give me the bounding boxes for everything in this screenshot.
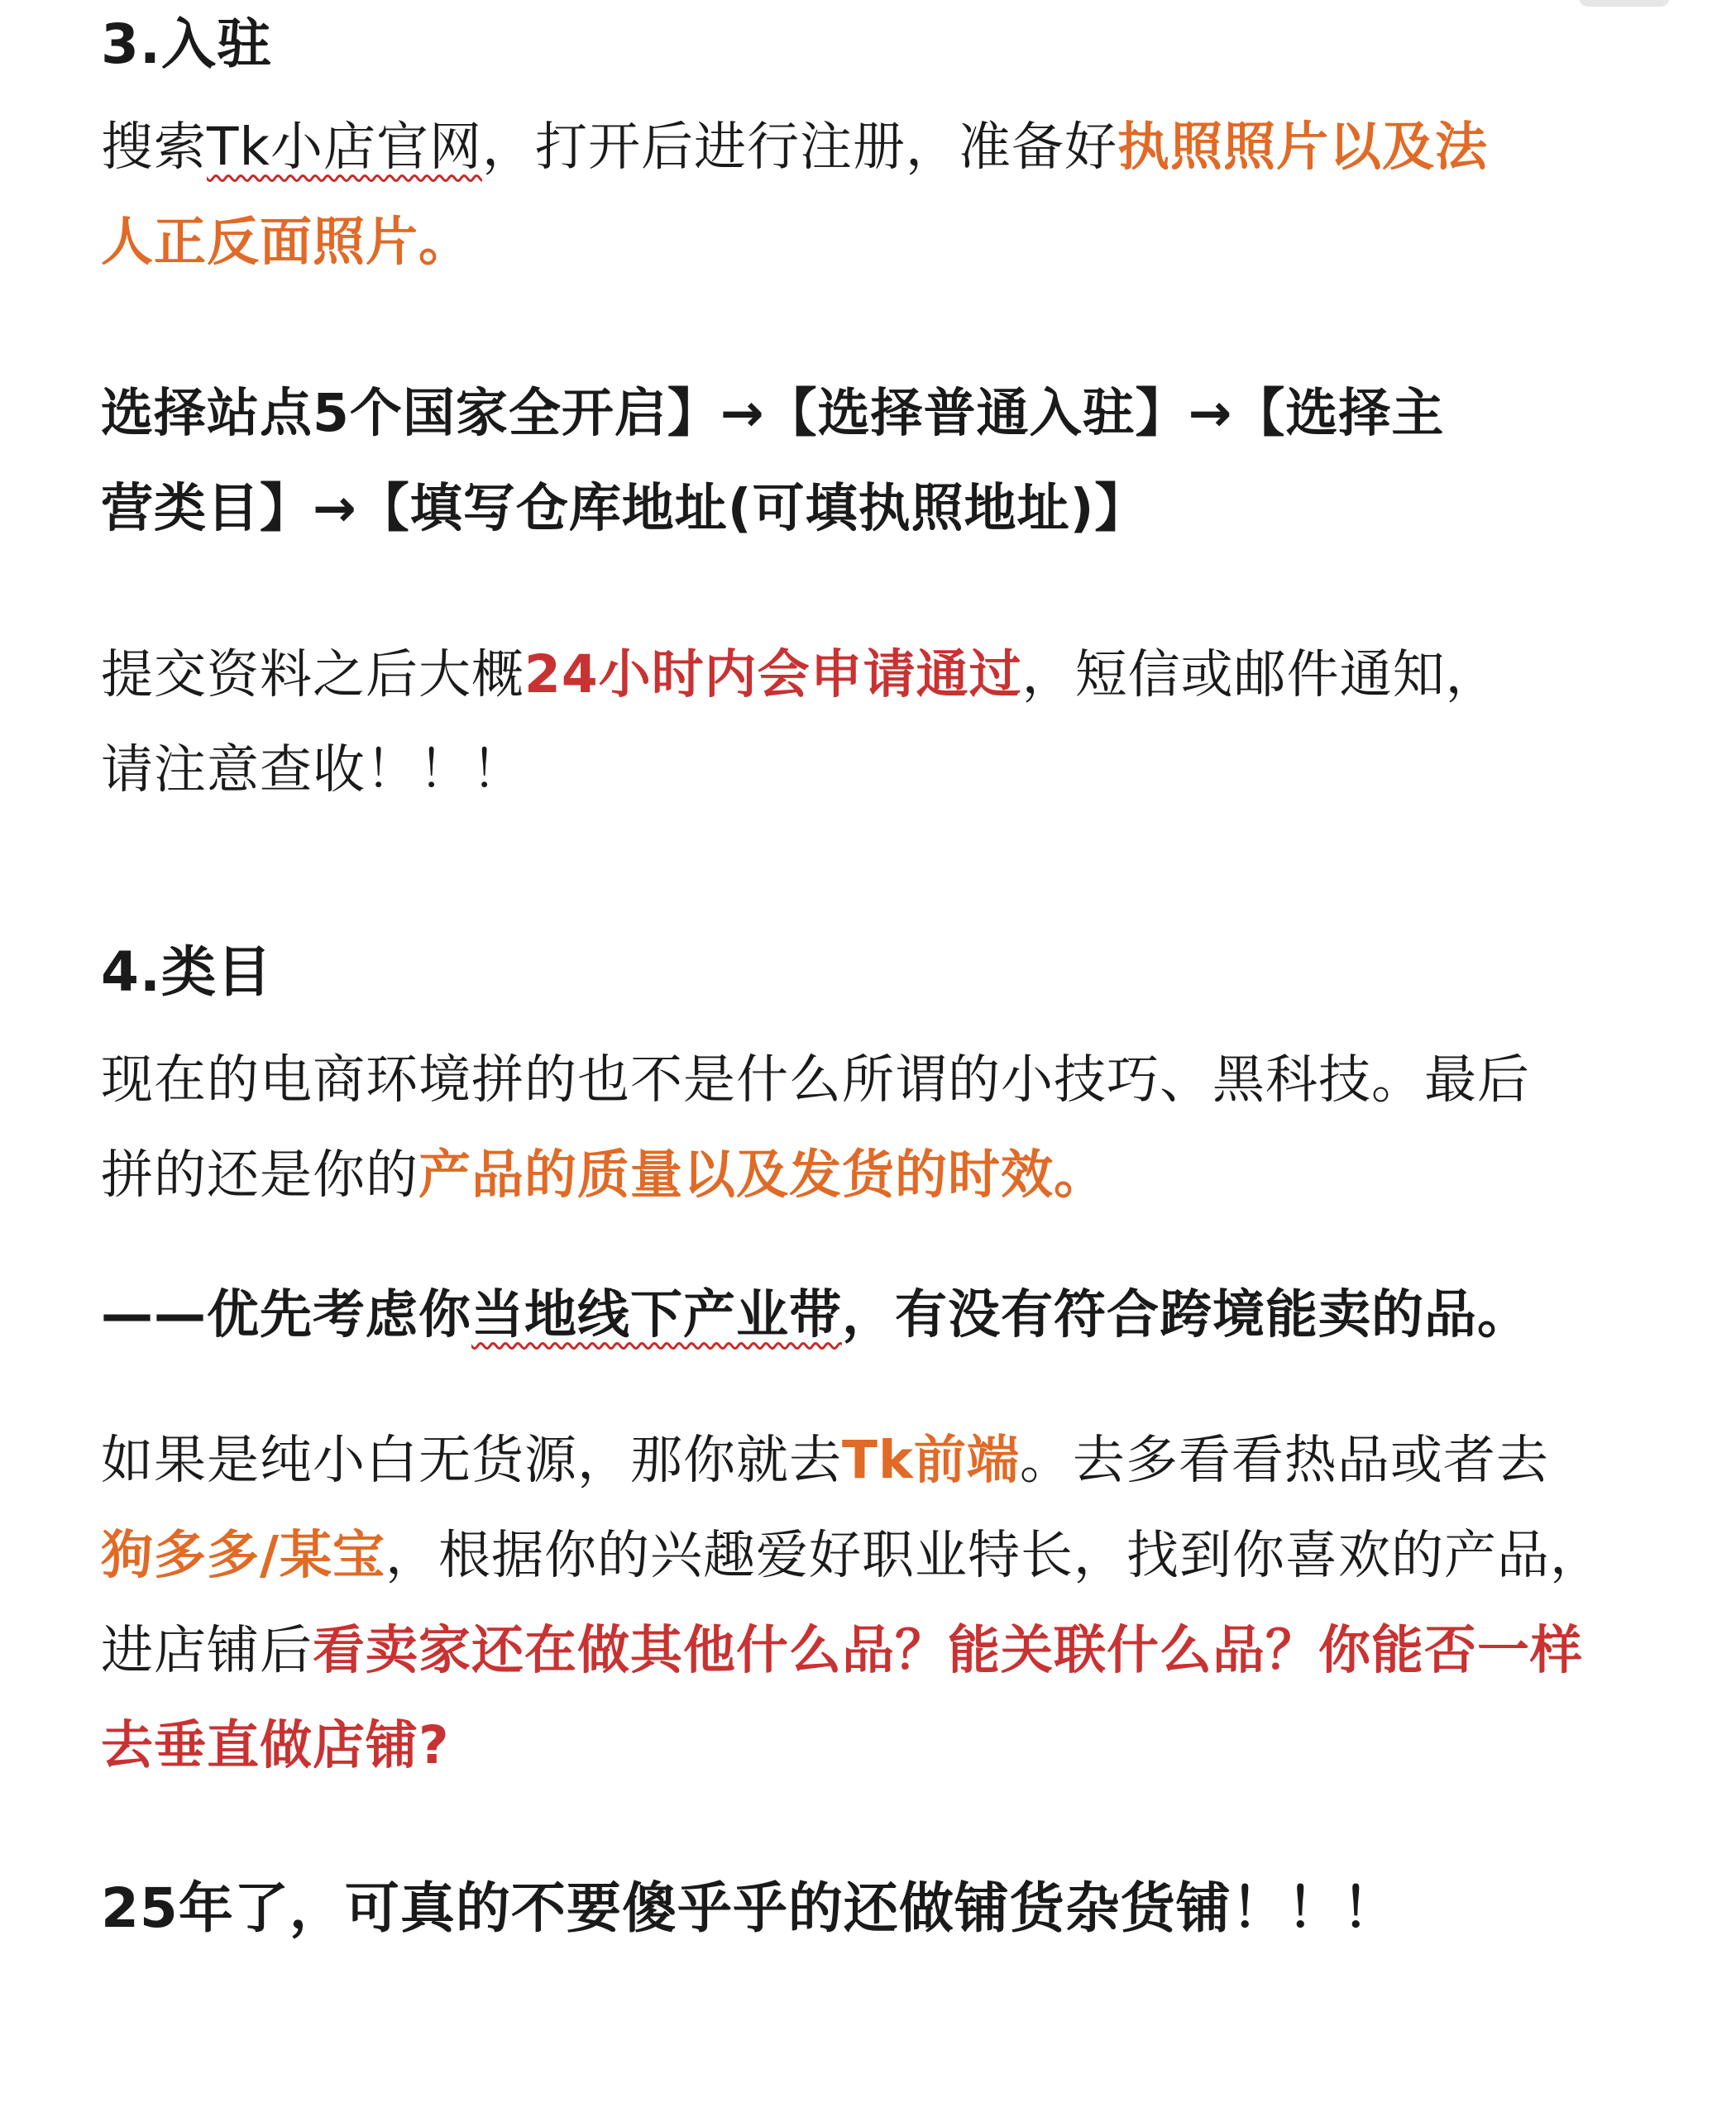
highlight-text: 去垂直做店铺?	[101, 1715, 450, 1775]
text: ，打开后进行注册，准备好	[481, 117, 1117, 177]
tk-store-site-link[interactable]: Tk小店官网	[207, 117, 482, 177]
highlight-text: 狗多多/某宝	[101, 1525, 386, 1585]
section-3-paragraph-3-line-1	[101, 642, 1499, 708]
text: 进店铺后	[101, 1620, 313, 1680]
closing-statement: 25年了，可真的不要傻乎乎的还做铺货杂货铺！！！	[101, 1876, 1398, 1940]
scroll-indicator	[1579, 0, 1670, 7]
text: 拼的还是你的	[101, 1145, 418, 1205]
section-4-paragraph-3-line-1	[101, 1427, 1549, 1493]
section-4-paragraph-3-line-3	[101, 1618, 1583, 1684]
section-3-paragraph-3-line-2: 请注意查收！！！	[101, 739, 524, 800]
section-4-title: 4.类目	[101, 940, 272, 1004]
text: ——优先考虑你	[101, 1284, 471, 1345]
highlight-text: 看卖家还在做其他什么品？能关联什么品？你能否一样	[313, 1620, 1583, 1680]
section-4-paragraph-2	[101, 1282, 1530, 1348]
section-3-paragraph-1-line-1	[101, 114, 1488, 180]
section-3-title: 3.入驻	[101, 12, 272, 76]
section-3-steps-line-2: 营类目】→【填写仓库地址(可填执照地址)】	[101, 478, 1148, 538]
section-3-paragraph-1-line-2	[101, 209, 471, 275]
text: ，有没有符合跨境能卖的品。	[842, 1284, 1530, 1345]
highlight-text: 人正反面照片	[101, 212, 418, 272]
highlight-text: Tk前端	[842, 1430, 1020, 1490]
highlight-text: 产品的质量以及发货的时效	[418, 1145, 1054, 1205]
text: ，根据你的兴趣爱好职业特长，找到你喜欢的产品，	[385, 1525, 1604, 1585]
highlight-text: 24小时内会申请通过	[524, 644, 1022, 705]
text: 提交资料之后大概	[101, 644, 524, 705]
section-3-steps-line-1: 选择站点5个国家全开启】→【选择普通入驻】→【选择主	[101, 383, 1445, 443]
section-4-paragraph-1-line-1: 现在的电商环境拼的也不是什么所谓的小技巧、黑科技。最后	[101, 1049, 1530, 1110]
text: 如果是纯小白无货源，那你就去	[101, 1430, 842, 1490]
text: 搜索	[101, 117, 207, 177]
section-4-paragraph-1-line-2	[101, 1142, 1107, 1208]
section-4-paragraph-3-line-2	[101, 1522, 1603, 1589]
industry-belt-link[interactable]: 当地线下产业带	[471, 1284, 842, 1345]
text: 。	[418, 212, 471, 272]
highlight-text: 执照照片以及法	[1117, 117, 1488, 177]
text: 。去多看看热品或者去	[1019, 1430, 1549, 1490]
text: ，短信或邮件通知，	[1021, 644, 1499, 705]
section-4-paragraph-3-line-4	[101, 1713, 450, 1779]
text: 。	[1054, 1145, 1107, 1205]
